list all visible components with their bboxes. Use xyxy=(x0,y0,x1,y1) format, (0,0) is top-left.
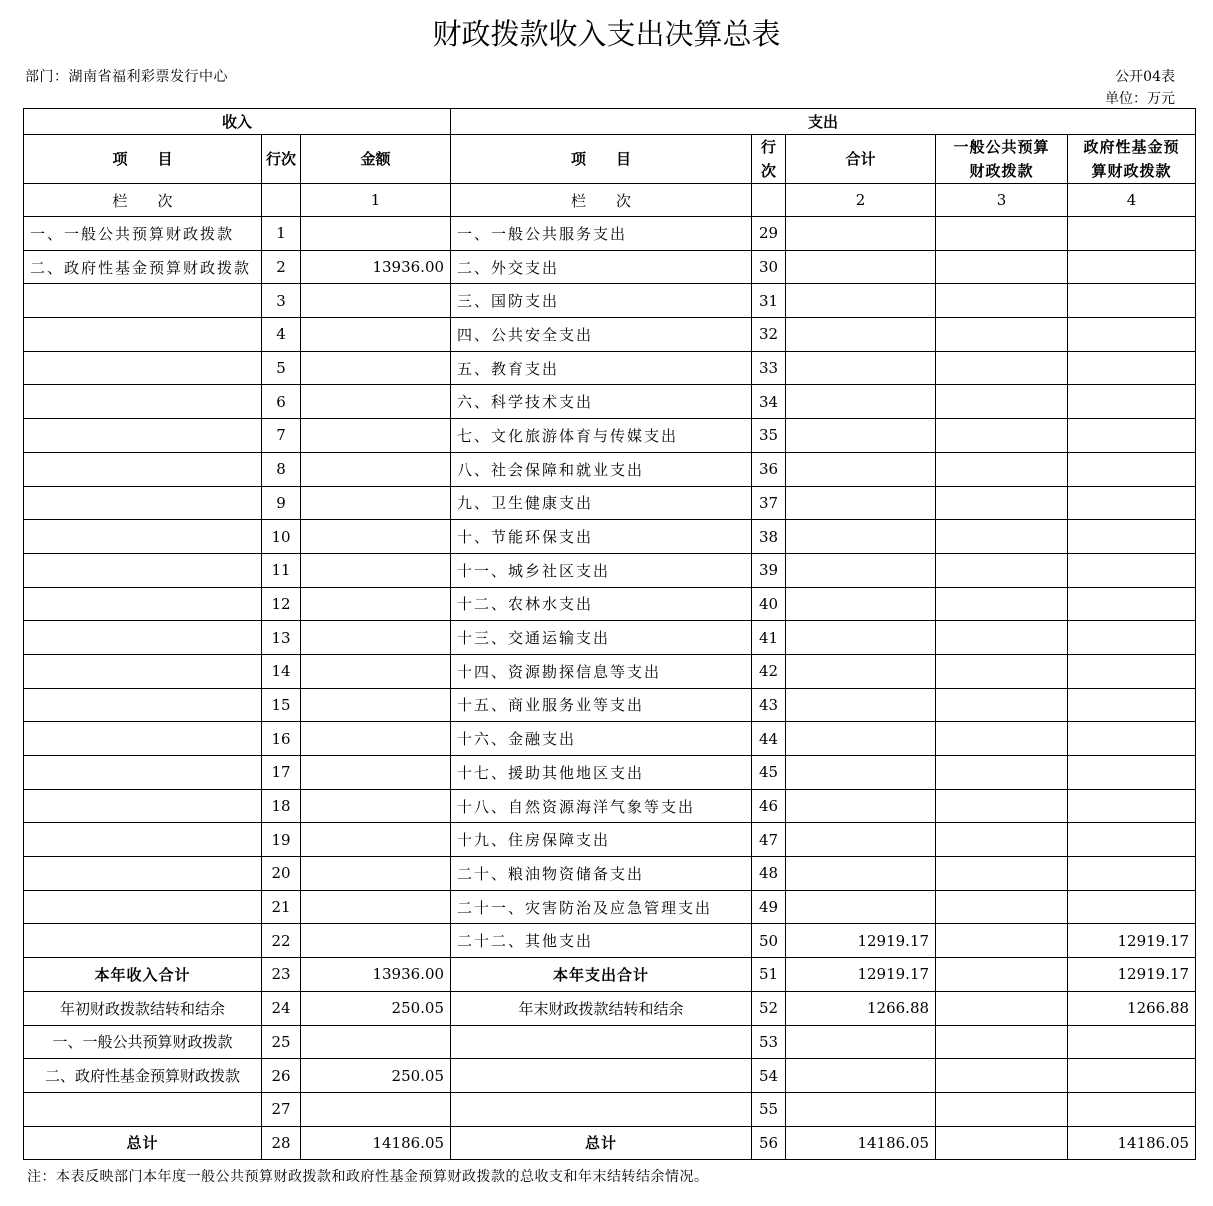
income-item xyxy=(24,284,262,318)
expense-gen-budget xyxy=(936,621,1068,655)
expense-total xyxy=(786,587,936,621)
expense-total: 1266.88 xyxy=(786,991,936,1025)
expense-total xyxy=(786,1025,936,1059)
expense-item: 五、教育支出 xyxy=(451,351,752,385)
gen-budget-header: 一般公共预算财政拨款 xyxy=(936,135,1068,184)
expense-total xyxy=(786,284,936,318)
table-row xyxy=(24,789,1196,823)
income-col-label: 栏 次 xyxy=(24,184,262,217)
expense-gov-fund: 14186.05 xyxy=(1068,1126,1196,1160)
expense-row-no: 51 xyxy=(752,958,786,992)
table-row xyxy=(24,452,1196,486)
expense-gen-budget xyxy=(936,958,1068,992)
expense-total: 14186.05 xyxy=(786,1126,936,1160)
expense-gen-budget xyxy=(936,419,1068,453)
income-item xyxy=(24,520,262,554)
table-row xyxy=(24,1126,1196,1160)
income-item: 本年收入合计 xyxy=(24,958,262,992)
expense-item xyxy=(451,1025,752,1059)
table-row xyxy=(24,385,1196,419)
income-amount xyxy=(301,1025,451,1059)
expense-total xyxy=(786,823,936,857)
expense-gen-budget xyxy=(936,789,1068,823)
income-row-no: 8 xyxy=(262,452,301,486)
income-item xyxy=(24,857,262,891)
income-item xyxy=(24,654,262,688)
income-row-no: 11 xyxy=(262,553,301,587)
income-amount xyxy=(301,419,451,453)
expense-total xyxy=(786,654,936,688)
income-rowno-header: 行次 xyxy=(262,135,301,184)
expense-row-no: 53 xyxy=(752,1025,786,1059)
expense-gen-budget xyxy=(936,654,1068,688)
income-amount: 250.05 xyxy=(301,991,451,1025)
expense-total xyxy=(786,722,936,756)
income-row-no: 18 xyxy=(262,789,301,823)
expense-row-no: 30 xyxy=(752,250,786,284)
expense-item xyxy=(451,1059,752,1093)
income-item xyxy=(24,419,262,453)
expense-total xyxy=(786,217,936,251)
income-item xyxy=(24,486,262,520)
table-row xyxy=(24,1092,1196,1126)
income-row-no: 16 xyxy=(262,722,301,756)
expense-row-no: 40 xyxy=(752,587,786,621)
expense-total xyxy=(786,621,936,655)
table-row xyxy=(24,1059,1196,1093)
expense-row-no: 48 xyxy=(752,857,786,891)
expense-item: 八、社会保障和就业支出 xyxy=(451,452,752,486)
income-row-no: 25 xyxy=(262,1025,301,1059)
expense-row-no: 36 xyxy=(752,452,786,486)
expense-row-no: 54 xyxy=(752,1059,786,1093)
table-row xyxy=(24,958,1196,992)
income-row-no: 1 xyxy=(262,217,301,251)
income-item xyxy=(24,789,262,823)
expense-total xyxy=(786,688,936,722)
table-row xyxy=(24,520,1196,554)
income-item xyxy=(24,890,262,924)
expense-gov-fund xyxy=(1068,857,1196,891)
page-title: 财政拨款收入支出决算总表 xyxy=(432,17,781,51)
expense-header: 支出 xyxy=(451,109,1196,135)
income-row-no: 5 xyxy=(262,351,301,385)
expense-row-no: 47 xyxy=(752,823,786,857)
expense-item: 本年支出合计 xyxy=(451,958,752,992)
table-row xyxy=(24,890,1196,924)
income-amount xyxy=(301,688,451,722)
expense-total xyxy=(786,553,936,587)
income-row-no: 24 xyxy=(262,991,301,1025)
expense-gov-fund xyxy=(1068,789,1196,823)
income-item xyxy=(24,1092,262,1126)
expense-total xyxy=(786,890,936,924)
income-amount xyxy=(301,789,451,823)
income-amount xyxy=(301,587,451,621)
expense-item xyxy=(451,1092,752,1126)
income-amount xyxy=(301,823,451,857)
expense-row-no: 46 xyxy=(752,789,786,823)
col-1: 1 xyxy=(301,184,451,217)
expense-gen-budget xyxy=(936,857,1068,891)
income-row-no: 26 xyxy=(262,1059,301,1093)
expense-row-no: 35 xyxy=(752,419,786,453)
expense-total xyxy=(786,520,936,554)
footnote: 注：本表反映部门本年度一般公共预算财政拨款和政府性基金预算财政拨款的总收支和年末结转结余情况。 xyxy=(27,1169,709,1185)
expense-gov-fund xyxy=(1068,520,1196,554)
expense-gov-fund xyxy=(1068,1025,1196,1059)
income-item: 二、政府性基金预算财政拨款 xyxy=(24,1059,262,1093)
income-item xyxy=(24,722,262,756)
expense-gen-budget xyxy=(936,318,1068,352)
department-label: 部门：湖南省福利彩票发行中心 xyxy=(25,69,228,85)
income-amount xyxy=(301,553,451,587)
expense-item: 七、文化旅游体育与传媒支出 xyxy=(451,419,752,453)
expense-row-no: 49 xyxy=(752,890,786,924)
expense-item: 年末财政拨款结转和结余 xyxy=(451,991,752,1025)
expense-total xyxy=(786,789,936,823)
income-item xyxy=(24,924,262,958)
expense-item: 二十、粮油物资储备支出 xyxy=(451,857,752,891)
income-item xyxy=(24,452,262,486)
expense-gen-budget xyxy=(936,385,1068,419)
expense-gen-budget xyxy=(936,823,1068,857)
expense-gov-fund xyxy=(1068,1059,1196,1093)
income-row-no: 9 xyxy=(262,486,301,520)
table-row xyxy=(24,553,1196,587)
expense-col-rowno xyxy=(752,184,786,217)
expense-gov-fund xyxy=(1068,890,1196,924)
expense-item: 十五、商业服务业等支出 xyxy=(451,688,752,722)
income-row-no: 7 xyxy=(262,419,301,453)
income-item: 总计 xyxy=(24,1126,262,1160)
income-row-no: 12 xyxy=(262,587,301,621)
expense-gov-fund xyxy=(1068,621,1196,655)
expense-total xyxy=(786,486,936,520)
expense-item: 十七、援助其他地区支出 xyxy=(451,756,752,790)
table-row xyxy=(24,284,1196,318)
unit-label: 单位：万元 xyxy=(1105,91,1175,107)
income-row-no: 22 xyxy=(262,924,301,958)
expense-gen-budget xyxy=(936,587,1068,621)
expense-row-no: 42 xyxy=(752,654,786,688)
income-item xyxy=(24,385,262,419)
income-amount xyxy=(301,654,451,688)
expense-gov-fund xyxy=(1068,284,1196,318)
expense-gov-fund xyxy=(1068,587,1196,621)
expense-total xyxy=(786,857,936,891)
income-amount xyxy=(301,857,451,891)
income-item xyxy=(24,553,262,587)
expense-row-no: 52 xyxy=(752,991,786,1025)
expense-gov-fund xyxy=(1068,823,1196,857)
expense-item: 十一、城乡社区支出 xyxy=(451,553,752,587)
expense-gov-fund xyxy=(1068,688,1196,722)
income-row-no: 17 xyxy=(262,756,301,790)
expense-gen-budget xyxy=(936,1092,1068,1126)
expense-row-no: 32 xyxy=(752,318,786,352)
expense-item: 一、一般公共服务支出 xyxy=(451,217,752,251)
expense-gen-budget xyxy=(936,452,1068,486)
income-row-no: 3 xyxy=(262,284,301,318)
expense-gov-fund xyxy=(1068,722,1196,756)
expense-total xyxy=(786,419,936,453)
expense-gen-budget xyxy=(936,1025,1068,1059)
income-amount xyxy=(301,217,451,251)
expense-gen-budget xyxy=(936,688,1068,722)
income-amount xyxy=(301,1092,451,1126)
income-amount xyxy=(301,318,451,352)
expense-item: 十二、农林水支出 xyxy=(451,587,752,621)
expense-item: 二、外交支出 xyxy=(451,250,752,284)
expense-gov-fund: 12919.17 xyxy=(1068,958,1196,992)
expense-item: 四、公共安全支出 xyxy=(451,318,752,352)
table-row xyxy=(24,654,1196,688)
expense-row-no: 41 xyxy=(752,621,786,655)
expense-total: 12919.17 xyxy=(786,958,936,992)
table-row xyxy=(24,217,1196,251)
expense-total xyxy=(786,452,936,486)
expense-row-no: 38 xyxy=(752,520,786,554)
income-amount xyxy=(301,385,451,419)
expense-item: 十八、自然资源海洋气象等支出 xyxy=(451,789,752,823)
table-row xyxy=(24,991,1196,1025)
expense-gov-fund xyxy=(1068,1092,1196,1126)
expense-item: 九、卫生健康支出 xyxy=(451,486,752,520)
expense-row-no: 50 xyxy=(752,924,786,958)
expense-item: 二十二、其他支出 xyxy=(451,924,752,958)
expense-col-label: 栏 次 xyxy=(451,184,752,217)
expense-gen-budget xyxy=(936,1126,1068,1160)
expense-item: 十六、金融支出 xyxy=(451,722,752,756)
expense-total xyxy=(786,250,936,284)
expense-total xyxy=(786,318,936,352)
expense-total xyxy=(786,1092,936,1126)
table-row xyxy=(24,688,1196,722)
expense-total xyxy=(786,385,936,419)
expense-gov-fund xyxy=(1068,250,1196,284)
income-row-no: 15 xyxy=(262,688,301,722)
income-item: 年初财政拨款结转和结余 xyxy=(24,991,262,1025)
income-row-no: 6 xyxy=(262,385,301,419)
income-row-no: 14 xyxy=(262,654,301,688)
income-amount: 14186.05 xyxy=(301,1126,451,1160)
form-number: 公开04表 xyxy=(1115,69,1175,85)
expense-row-no: 45 xyxy=(752,756,786,790)
expense-gen-budget xyxy=(936,486,1068,520)
expense-item: 十、节能环保支出 xyxy=(451,520,752,554)
amount-header: 金额 xyxy=(301,135,451,184)
expense-gov-fund xyxy=(1068,419,1196,453)
expense-gov-fund xyxy=(1068,217,1196,251)
income-row-no: 20 xyxy=(262,857,301,891)
expense-gov-fund xyxy=(1068,486,1196,520)
table-row xyxy=(24,419,1196,453)
expense-gen-budget xyxy=(936,217,1068,251)
expense-item: 十三、交通运输支出 xyxy=(451,621,752,655)
table-row xyxy=(24,924,1196,958)
expense-gen-budget xyxy=(936,284,1068,318)
expense-row-no: 34 xyxy=(752,385,786,419)
expense-total xyxy=(786,1059,936,1093)
expense-total xyxy=(786,351,936,385)
total-header: 合计 xyxy=(786,135,936,184)
income-row-no: 4 xyxy=(262,318,301,352)
expense-row-no: 56 xyxy=(752,1126,786,1160)
income-item xyxy=(24,621,262,655)
table-row xyxy=(24,250,1196,284)
expense-gen-budget xyxy=(936,924,1068,958)
expense-gen-budget xyxy=(936,722,1068,756)
expense-row-no: 39 xyxy=(752,553,786,587)
income-row-no: 2 xyxy=(262,250,301,284)
expense-item: 二十一、灾害防治及应急管理支出 xyxy=(451,890,752,924)
expense-row-no: 29 xyxy=(752,217,786,251)
table-row xyxy=(24,351,1196,385)
income-item xyxy=(24,823,262,857)
expense-row-no: 31 xyxy=(752,284,786,318)
income-row-no: 23 xyxy=(262,958,301,992)
income-item: 二、政府性基金预算财政拨款 xyxy=(24,250,262,284)
expense-gov-fund: 1266.88 xyxy=(1068,991,1196,1025)
expense-item: 三、国防支出 xyxy=(451,284,752,318)
expense-gov-fund xyxy=(1068,385,1196,419)
income-row-no: 13 xyxy=(262,621,301,655)
income-item xyxy=(24,688,262,722)
table-row xyxy=(24,857,1196,891)
income-amount xyxy=(301,890,451,924)
expense-gov-fund xyxy=(1068,654,1196,688)
table-row xyxy=(24,756,1196,790)
income-row-no: 10 xyxy=(262,520,301,554)
income-amount xyxy=(301,452,451,486)
expense-row-no: 55 xyxy=(752,1092,786,1126)
table-row xyxy=(24,486,1196,520)
col-3: 3 xyxy=(936,184,1068,217)
income-row-no: 27 xyxy=(262,1092,301,1126)
income-row-no: 21 xyxy=(262,890,301,924)
table-row xyxy=(24,587,1196,621)
table-row xyxy=(24,621,1196,655)
income-item: 一、一般公共预算财政拨款 xyxy=(24,1025,262,1059)
expense-gov-fund xyxy=(1068,318,1196,352)
expense-rowno-header: 行次 xyxy=(752,135,786,184)
expense-gen-budget xyxy=(936,756,1068,790)
expense-gov-fund xyxy=(1068,553,1196,587)
income-col-rowno xyxy=(262,184,301,217)
expense-gen-budget xyxy=(936,520,1068,554)
table-row xyxy=(24,318,1196,352)
fiscal-summary-table xyxy=(23,108,1196,1160)
income-item xyxy=(24,318,262,352)
expense-row-no: 33 xyxy=(752,351,786,385)
income-item xyxy=(24,351,262,385)
expense-row-no: 44 xyxy=(752,722,786,756)
income-amount xyxy=(301,756,451,790)
table-row xyxy=(24,1025,1196,1059)
income-amount: 250.05 xyxy=(301,1059,451,1093)
income-amount xyxy=(301,722,451,756)
table-row xyxy=(24,823,1196,857)
income-row-no: 19 xyxy=(262,823,301,857)
expense-item: 十九、住房保障支出 xyxy=(451,823,752,857)
expense-gov-fund: 12919.17 xyxy=(1068,924,1196,958)
expense-row-no: 43 xyxy=(752,688,786,722)
expense-gov-fund xyxy=(1068,351,1196,385)
expense-gen-budget xyxy=(936,890,1068,924)
income-item xyxy=(24,756,262,790)
gov-fund-header: 政府性基金预算财政拨款 xyxy=(1068,135,1196,184)
income-header: 收入 xyxy=(24,109,451,135)
expense-gen-budget xyxy=(936,991,1068,1025)
expense-item: 六、科学技术支出 xyxy=(451,385,752,419)
income-amount xyxy=(301,924,451,958)
expense-gen-budget xyxy=(936,553,1068,587)
expense-gen-budget xyxy=(936,1059,1068,1093)
income-amount: 13936.00 xyxy=(301,250,451,284)
col-4: 4 xyxy=(1068,184,1196,217)
income-amount: 13936.00 xyxy=(301,958,451,992)
expense-item-header: 项 目 xyxy=(451,135,752,184)
income-amount xyxy=(301,351,451,385)
expense-row-no: 37 xyxy=(752,486,786,520)
income-amount xyxy=(301,284,451,318)
income-item: 一、一般公共预算财政拨款 xyxy=(24,217,262,251)
income-item xyxy=(24,587,262,621)
expense-gen-budget xyxy=(936,250,1068,284)
income-row-no: 28 xyxy=(262,1126,301,1160)
expense-gov-fund xyxy=(1068,756,1196,790)
expense-gen-budget xyxy=(936,351,1068,385)
col-2: 2 xyxy=(786,184,936,217)
income-amount xyxy=(301,486,451,520)
expense-item: 十四、资源勘探信息等支出 xyxy=(451,654,752,688)
expense-item: 总计 xyxy=(451,1126,752,1160)
income-item-header: 项 目 xyxy=(24,135,262,184)
expense-total xyxy=(786,756,936,790)
income-amount xyxy=(301,520,451,554)
table-row xyxy=(24,722,1196,756)
expense-gov-fund xyxy=(1068,452,1196,486)
income-amount xyxy=(301,621,451,655)
expense-total: 12919.17 xyxy=(786,924,936,958)
